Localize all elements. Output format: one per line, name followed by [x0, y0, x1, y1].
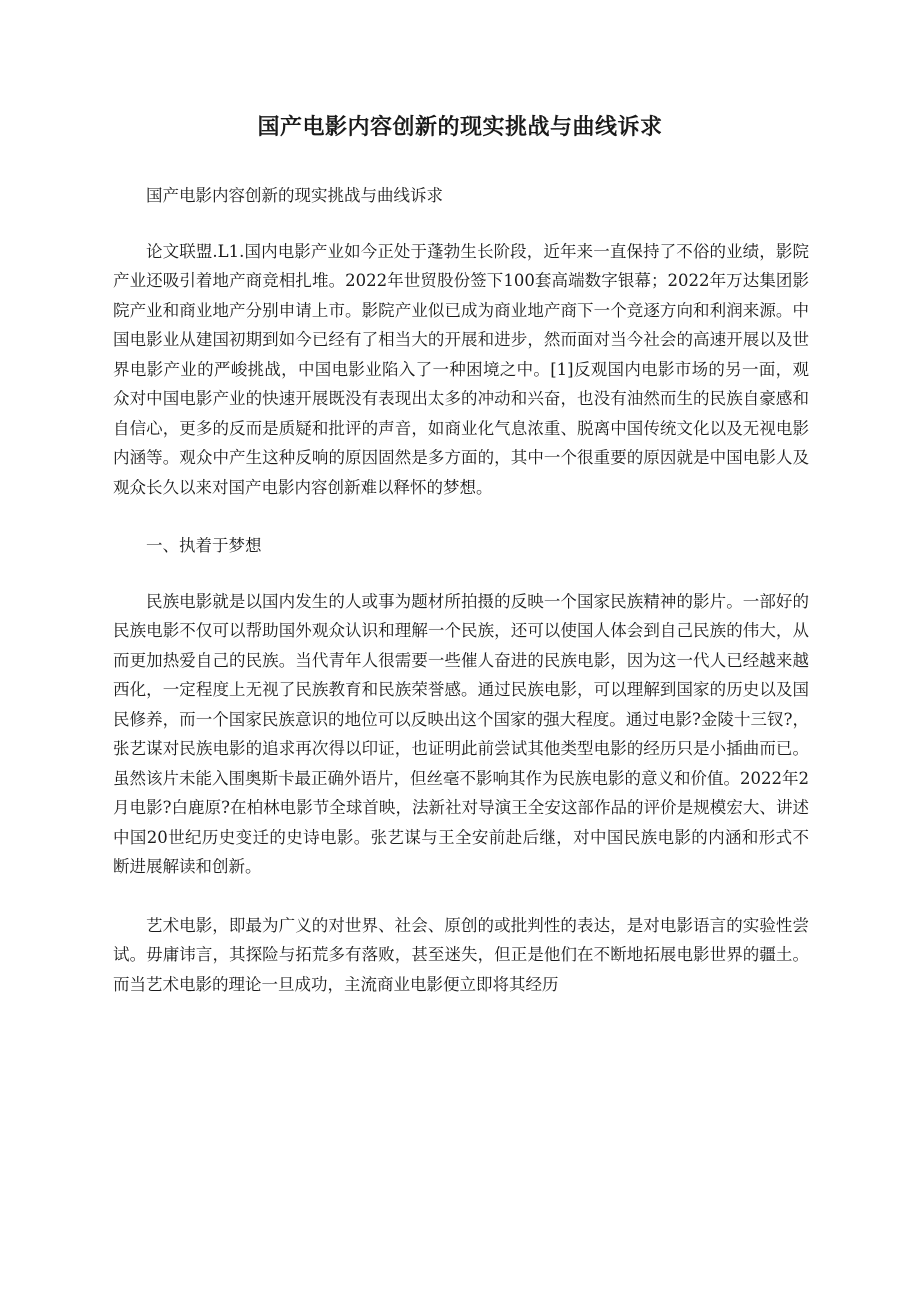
document-body: [113, 181, 809, 1028]
paragraph-intro: 论文联盟.L1.国内电影产业如今正处于蓬勃生长阶段，近年来一直保持了不俗的业绩，影院产业还吸引着地产商竞相扎堆。2022年世贸股份签下100套高端数字银幕；2022年万达集团影院产业和商业地产分别申请上市。影院产业似已成为商业地产商下一个竞逐方向和利润来源。中国电影业从建国初期到如今已经有了相当大的开展和进步，然而面对当今社会的高速开展以及世界电影产业的严峻挑战，中国电影业陷入了一种困境之中。[1]反观国内电影市场的另一面，观众对中国电影产业的快速开展既没有表现出太多的冲动和兴奋，也没有油然而生的民族自豪感和自信心，更多的反而是质疑和批评的声音，如商业化气息浓重、脱离中国传统文化以及无视电影内涵等。观众中产生这种反响的原因固然是多方面的，其中一个很重要的原因就是中国电影人及观众长久以来对国产电影内容创新难以释怀的梦想。: [113, 241, 809, 497]
document-subtitle: 国产电影内容创新的现实挑战与曲线诉求: [146, 186, 443, 205]
section-heading: 一、执着于梦想: [146, 536, 262, 555]
document-title: 国产电影内容创新的现实挑战与曲线诉求: [257, 115, 663, 140]
paragraph-art-film: 艺术电影，即最为广义的对世界、社会、原创的或批判性的表达，是对电影语言的实验性尝试。毋庸讳言，其探险与拓荒多有落败，甚至迷失，但正是他们在不断地拓展电影世界的疆土。而当艺术电影的理论一旦成功，主流商业电影便立即将其经历: [113, 915, 809, 994]
paragraph-national-film: 民族电影就是以国内发生的人或事为题材所拍摄的反映一个国家民族精神的影片。一部好的民族电影不仅可以帮助国外观众认识和理解一个民族，还可以使国人体会到自己民族的伟大，从而更加热爱自己的民族。当代青年人很需要一些催人奋进的民族电影，因为这一代人已经越来越西化，一定程度上无视了民族教育和民族荣誉感。通过民族电影，可以理解到国家的历史以及国民修养，而一个国家民族意识的地位可以反映出这个国家的强大程度。通过电影?金陵十三钗?，张艺谋对民族电影的追求再次得以印证，也证明此前尝试其他类型电影的经历只是小插曲而已。虽然该片未能入围奥斯卡最正确外语片，但丝毫不影响其作为民族电影的意义和价值。2022年2月电影?白鹿原?在柏林电影节全球首映，法新社对导演王全安这部作品的评价是规模宏大、讲述中国20世纪历史变迁的史诗电影。张艺谋与王全安前赴后继，对中国民族电影的内涵和形式不断进展解读和创新。: [113, 591, 809, 876]
